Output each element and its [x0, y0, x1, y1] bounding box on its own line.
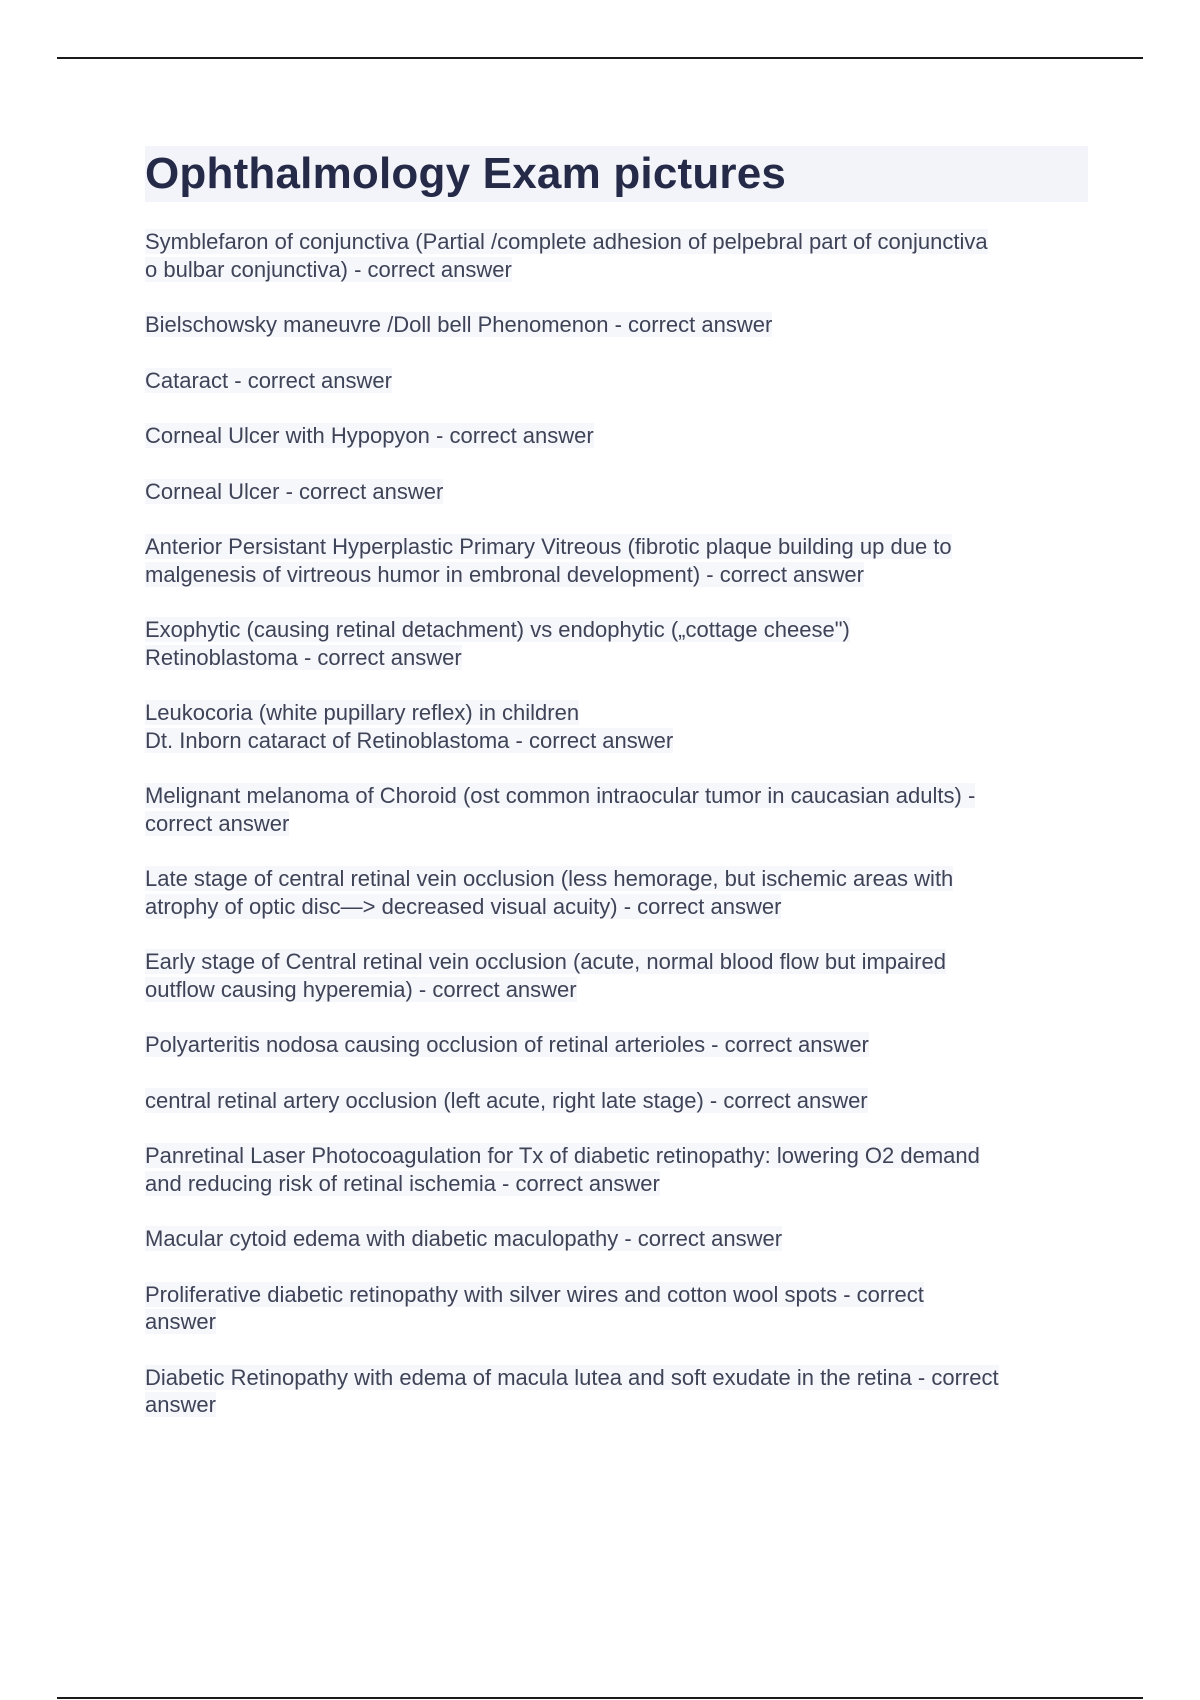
- list-item: [145, 422, 1088, 450]
- entry-text: Panretinal Laser Photocoagulation for Tx of diabetic retinopathy: lowering O2 demand and reducing risk of retinal ischemia - correct answer: [145, 1143, 980, 1196]
- list-item: [145, 616, 1088, 671]
- entry-text: Symblefaron of conjunctiva (Partial /complete adhesion of pelpebral part of conjunctiva o bulbar conjunctiva) - correct answer: [145, 229, 988, 282]
- entry-text: Proliferative diabetic retinopathy with silver wires and cotton wool spots - correct answer: [145, 1281, 924, 1334]
- entry-text: Polyarteritis nodosa causing occlusion of retinal arterioles - correct answer: [145, 1032, 869, 1057]
- entry-text: Late stage of central retinal vein occlusion (less hemorage, but ischemic areas with atrophy of optic disc—> decreased visual acuity) - correct answer: [145, 866, 954, 919]
- list-item: [145, 1364, 1088, 1419]
- entry-text: Cataract - correct answer: [145, 367, 392, 393]
- title-banner: [145, 146, 1088, 202]
- list-item: [145, 948, 1088, 1003]
- entry-text: Corneal Ulcer with Hypopyon - correct answer: [145, 423, 594, 448]
- list-item: [145, 1087, 1088, 1115]
- entry-text: Early stage of Central retinal vein occlusion (acute, normal blood flow but impaired outflow causing hyperemia) - correct answer: [145, 949, 946, 1002]
- entry-text: Bielschowsky maneuvre /Doll bell Phenomenon - correct answer: [145, 312, 773, 337]
- list-item: [145, 478, 1088, 506]
- list-item: [145, 533, 1088, 588]
- entry-text: Anterior Persistant Hyperplastic Primary Vitreous (fibrotic plaque building up due to malgenesis of virtreous humor in embronal development) - correct answer: [145, 534, 952, 587]
- entry-text: Macular cytoid edema with diabetic maculopathy - correct answer: [145, 1226, 783, 1251]
- list-item: [145, 228, 1088, 283]
- entry-text: Melignant melanoma of Choroid (ost common intraocular tumor in caucasian adults) - correct answer: [145, 783, 976, 836]
- entry-text: Leukocoria (white pupillary reflex) in children Dt. Inborn cataract of Retinoblastoma - correct answer: [145, 700, 674, 753]
- entry-text: central retinal artery occlusion (left acute, right late stage) - correct answer: [145, 1087, 868, 1113]
- list-item: [145, 1031, 1088, 1059]
- list-item: [145, 699, 1088, 754]
- list-item: [145, 865, 1088, 920]
- entry-text: Diabetic Retinopathy with edema of macula lutea and soft exudate in the retina - correct answer: [145, 1364, 999, 1417]
- list-item: [145, 782, 1088, 837]
- list-item: [145, 311, 1088, 339]
- list-item: [145, 367, 1088, 395]
- list-item: [145, 1142, 1088, 1197]
- list-item: [145, 1281, 1088, 1336]
- list-item: [145, 1225, 1088, 1253]
- document-body: [145, 146, 1088, 1447]
- answer-list: [145, 228, 1088, 1419]
- entry-text: Exophytic (causing retinal detachment) vs endophytic („cottage cheese") Retinoblastoma - correct answer: [145, 617, 850, 670]
- top-rule: [57, 57, 1143, 59]
- bottom-rule: [57, 1697, 1143, 1699]
- entry-text: Corneal Ulcer - correct answer: [145, 478, 444, 504]
- page-title: Ophthalmology Exam pictures: [145, 149, 787, 198]
